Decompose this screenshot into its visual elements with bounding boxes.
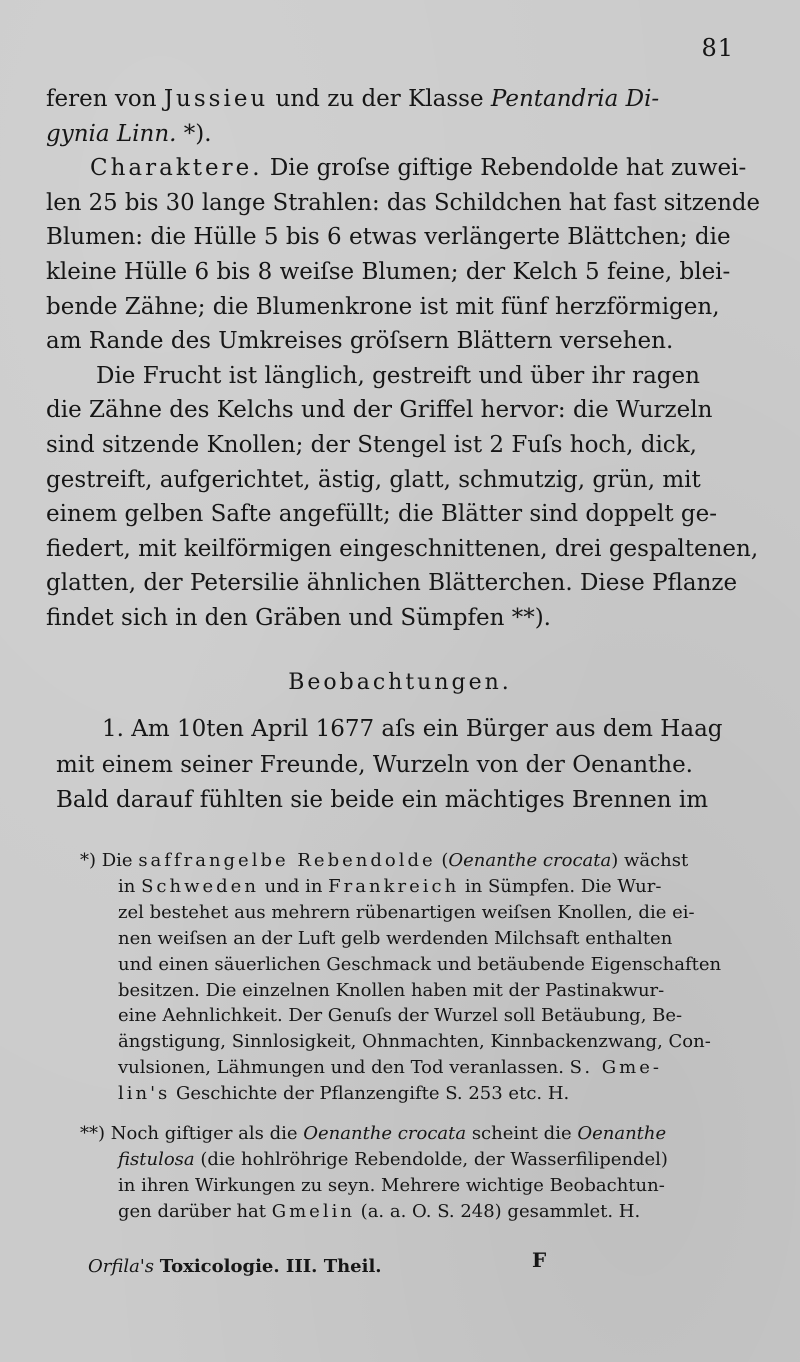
footnote-line — [118, 874, 661, 900]
main-text-segment: feren von — [46, 86, 164, 112]
main-text-segment: Charaktere. — [90, 155, 263, 182]
footnote-segment: H. — [542, 1083, 570, 1105]
main-text-line — [90, 153, 746, 183]
footnote-segment: Frankreich — [328, 875, 460, 897]
main-text-segment: Pentandria Di- — [490, 86, 660, 112]
footnote-line — [80, 848, 688, 874]
main-text-segment: kleine Hülle 6 bis 8 weiſse Blumen; der Kelch 5 feine, blei- — [46, 259, 731, 285]
main-text-line — [46, 534, 758, 564]
main-text-segment: findet sich in den Gräben und Sümpfen **). — [46, 605, 551, 631]
footnote-segment: in ihren Wirkungen zu seyn. Mehrere wichtige Beobachtun- — [118, 1174, 665, 1196]
main-text-line — [46, 326, 673, 356]
footnote-line — [118, 1081, 569, 1107]
footnote-segment: (die hohlröhrige Rebendolde, der Wasserfilipendel) — [194, 1148, 668, 1170]
main-text-segment: gynia Linn. — [46, 120, 177, 147]
footnote-line — [118, 978, 664, 1004]
footnote-segment: zel bestehet aus mehrern rübenartigen weiſsen Knollen, die ei- — [118, 901, 695, 923]
main-text-line — [46, 292, 720, 322]
main-text-line — [46, 430, 697, 460]
main-text-segment: einem gelben Safte angefüllt; die Blätter sind doppelt ge- — [46, 501, 718, 528]
main-text-line — [46, 603, 551, 633]
main-text-segment: Blumen: die Hülle 5 bis 6 etwas verlängerte Blättchen; die — [46, 224, 731, 251]
observation-line — [102, 714, 723, 744]
main-text-line — [96, 361, 700, 391]
footnote-line — [118, 1147, 668, 1173]
main-text-segment: len 25 bis 30 lange Strahlen: das Schildchen hat fast sitzende — [46, 189, 760, 216]
footnote-line — [118, 952, 721, 978]
footnote-line — [118, 1003, 682, 1029]
observation-line — [56, 785, 708, 815]
main-text-line — [46, 465, 701, 495]
main-text-segment: gestreift, aufgerichtet, ästig, glatt, schmutzig, grün, mit — [46, 466, 701, 493]
footnote-line — [118, 1199, 640, 1225]
footer-title: Toxicologie. III. Theil. — [159, 1256, 382, 1277]
footnote-segment: und einen säuerlichen Geschmack und betäubende Eigenschaften — [118, 953, 722, 975]
footnote-segment: fistulosa — [118, 1148, 195, 1170]
observation-line — [56, 750, 693, 780]
main-text-line — [46, 222, 731, 252]
footnote-segment: und in — [258, 875, 329, 897]
footnote-segment: eine Aehnlichkeit. Der Genuſs der Wurzel soll Betäubung, Be- — [118, 1005, 683, 1027]
main-text-segment: *). — [176, 120, 212, 147]
main-text-segment: Jussieu — [163, 86, 269, 112]
footnote-segment: saffrangelbe Rebendolde — [138, 850, 436, 871]
observation-segment: Bald darauf fühlten sie beide ein mächtiges Brennen im — [56, 787, 709, 813]
footer-author: Orfila's — [88, 1256, 155, 1277]
footnote-segment: H. — [618, 1200, 641, 1222]
main-text-segment: glatten, der Petersilie ähnlichen Blätterchen. Diese Pflanze — [46, 570, 738, 597]
footnote-segment: Oenanthe crocata — [448, 850, 612, 871]
footnote-segment: Gmelin — [271, 1200, 355, 1222]
main-text-segment: am Rande des Umkreises gröſsern Blättern versehen. — [46, 328, 674, 355]
page-footer — [88, 1256, 382, 1277]
section-heading: Beobachtungen. — [288, 670, 512, 695]
footnote-segment: *) Die — [80, 850, 139, 871]
main-text-line — [46, 568, 737, 598]
footnote-segment: S. Gme- — [569, 1057, 662, 1079]
footnote-segment: in — [118, 875, 142, 897]
footnote-segment: nen weiſsen an der Luft gelb werdenden Milchsaft enthalten — [118, 927, 673, 949]
footnote-line — [118, 1173, 665, 1199]
footnote-segment: (a. a. O. S. 248) gesammlet. — [354, 1200, 619, 1222]
main-text-line — [46, 499, 717, 529]
main-text-segment: Die groſse giftige Rebendolde hat zuwei- — [262, 155, 747, 182]
footnote-segment: in Sümpfen. Die Wur- — [459, 875, 662, 897]
main-text-segment: und zu der Klasse — [268, 86, 491, 112]
footnote-segment: Geschichte der Pflanzengifte S. 253 etc. — [170, 1083, 543, 1105]
footnote-segment: ( — [435, 850, 449, 871]
footnote-line — [118, 1055, 662, 1081]
observation-segment: 1. Am 10ten April 1677 aſs ein Bürger aus dem Haag — [102, 716, 723, 742]
main-text-line — [46, 119, 212, 149]
footnote-segment: Oenanthe — [577, 1123, 667, 1144]
main-text-segment: die Zähne des Kelchs und der Griffel hervor: die Wurzeln — [46, 397, 713, 424]
main-text-segment: bende Zähne; die Blumenkrone ist mit fünf herzförmigen, — [46, 293, 720, 320]
signature-mark: F — [532, 1248, 547, 1272]
footnote-line — [118, 926, 672, 952]
footnote-segment: scheint die — [466, 1123, 578, 1144]
main-text-line — [46, 84, 659, 114]
main-text-segment: fiedert, mit keilförmigen eingeschnittenen, drei gespaltenen, — [46, 535, 759, 562]
footnote-segment: lin's — [118, 1083, 171, 1105]
main-text-line — [46, 257, 730, 287]
footnote-line — [118, 1029, 711, 1055]
main-text-line — [46, 395, 712, 425]
main-text-segment: Die Frucht ist länglich, gestreift und über ihr ragen — [96, 362, 700, 389]
main-text-segment: sind sitzende Knollen; der Stengel ist 2 Fuſs hoch, dick, — [46, 432, 697, 458]
footnote-segment: besitzen. Die einzelnen Knollen haben mit der Pastinakwur- — [118, 979, 665, 1001]
footnote-segment: **) Noch giftiger als die — [80, 1123, 304, 1144]
footnote-segment: ) wächst — [611, 850, 689, 871]
footnote-segment: ängstigung, Sinnlosigkeit, Ohnmachten, Kinnbackenzwang, Con- — [118, 1031, 711, 1053]
observation-segment: mit einem seiner Freunde, Wurzeln von der Oenanthe. — [56, 751, 693, 778]
footnote-segment: vulsionen, Lähmungen und den Tod veranlassen. — [118, 1057, 570, 1079]
footnote-segment: gen darüber hat — [118, 1200, 272, 1222]
footnote-segment: Oenanthe crocata — [303, 1123, 467, 1144]
footnote-line — [118, 900, 695, 926]
footnote-segment: Schweden — [141, 875, 259, 897]
page-number: 81 — [701, 34, 734, 62]
footnote-line — [80, 1121, 666, 1147]
main-text-line — [46, 188, 760, 218]
